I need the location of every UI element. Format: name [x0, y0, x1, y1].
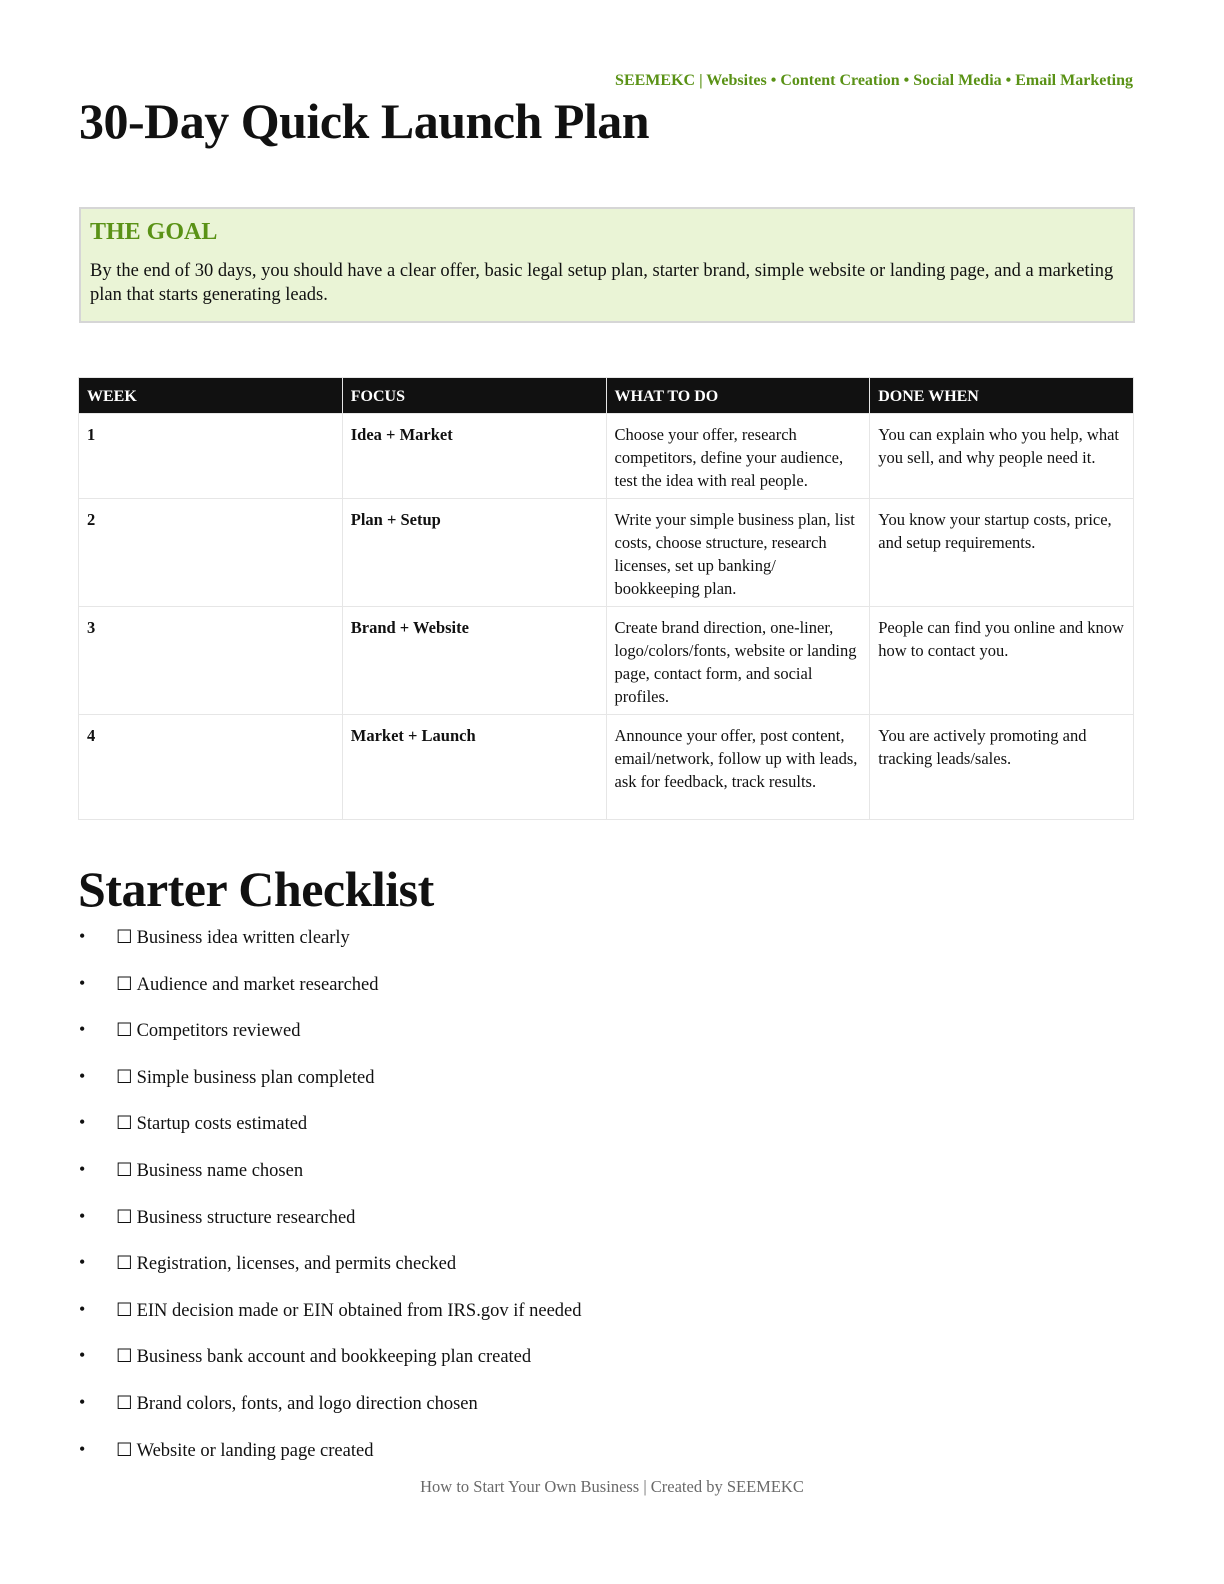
- checklist-item: [79, 1207, 582, 1254]
- what-cell: Announce your offer, post content, email/network, follow up with leads, ask for feedback, track results.: [606, 715, 870, 820]
- header-week: WEEK: [79, 378, 343, 414]
- goal-title: THE GOAL: [90, 219, 218, 245]
- done-cell: You can explain who you help, what you sell, and why people need it.: [870, 414, 1134, 499]
- checkbox-icon: ☐: [116, 1207, 133, 1228]
- checkbox-icon: ☐: [116, 1440, 133, 1461]
- checklist-item: [79, 927, 582, 974]
- checkbox-icon: ☐: [116, 974, 133, 995]
- checklist-item-label: Business name chosen: [136, 1160, 304, 1181]
- bullet-icon: •: [79, 1391, 86, 1412]
- checklist-item: [79, 1020, 582, 1067]
- table-row: [79, 414, 1134, 499]
- checkbox-icon: ☐: [116, 1021, 133, 1042]
- done-cell: You are actively promoting and tracking leads/sales.: [870, 715, 1134, 820]
- table-header-row: [79, 378, 1134, 414]
- checkbox-icon: ☐: [116, 1254, 133, 1275]
- bullet-icon: •: [79, 972, 86, 993]
- what-cell: Write your simple business plan, list costs, choose structure, research licenses, set up banking/ bookkeeping plan.: [606, 499, 870, 607]
- launch-plan-table: [78, 377, 1134, 820]
- checkbox-icon: ☐: [116, 1393, 133, 1414]
- checklist-item: [79, 1067, 582, 1114]
- checklist-item-label: Business bank account and bookkeeping plan created: [136, 1347, 532, 1368]
- week-cell: 2: [79, 499, 343, 607]
- bullet-icon: •: [79, 1298, 86, 1319]
- checklist-item-label: Audience and market researched: [136, 974, 379, 995]
- bullet-icon: •: [79, 1438, 86, 1459]
- focus-cell: Market + Launch: [342, 715, 606, 820]
- checklist-title: Starter Checklist: [78, 861, 434, 917]
- header-done-when: DONE WHEN: [870, 378, 1134, 414]
- bullet-icon: •: [79, 1252, 86, 1273]
- checklist-item: [79, 1113, 582, 1160]
- focus-cell: Idea + Market: [342, 414, 606, 499]
- checklist-item: [79, 974, 582, 1021]
- checkbox-icon: ☐: [116, 1160, 133, 1181]
- starter-checklist: [79, 927, 582, 1486]
- page-title: 30-Day Quick Launch Plan: [79, 93, 650, 149]
- bullet-icon: •: [79, 926, 86, 946]
- checklist-item-label: Competitors reviewed: [136, 1021, 301, 1042]
- bullet-icon: •: [79, 1205, 86, 1226]
- table-row: [79, 715, 1134, 820]
- done-cell: People can find you online and know how to contact you.: [870, 607, 1134, 715]
- done-cell: You know your startup costs, price, and setup requirements.: [870, 499, 1134, 607]
- checklist-item-label: Website or landing page created: [136, 1440, 374, 1461]
- goal-text: By the end of 30 days, you should have a clear offer, basic legal setup plan, starter brand, simple website or landing page, and a marketing plan that starts generating leads.: [90, 261, 1114, 305]
- checkbox-icon: ☐: [116, 1347, 133, 1368]
- what-cell: Choose your offer, research competitors, define your audience, test the idea with real people.: [606, 414, 870, 499]
- brand-tagline: SEEMEKC | Websites • Content Creation • Social Media • Email Marketing: [615, 72, 1133, 89]
- checklist-item: [79, 1160, 582, 1207]
- checkbox-icon: ☐: [116, 928, 133, 948]
- header-what-to-do: WHAT TO DO: [606, 378, 870, 414]
- checklist-item-label: Startup costs estimated: [136, 1114, 308, 1135]
- checklist-item-label: Brand colors, fonts, and logo direction chosen: [136, 1393, 478, 1414]
- bullet-icon: •: [79, 1065, 86, 1086]
- checklist-item: [79, 1253, 582, 1300]
- goal-box: [79, 207, 1135, 323]
- checkbox-icon: ☐: [116, 1300, 133, 1321]
- week-cell: 3: [79, 607, 343, 715]
- page-footer: How to Start Your Own Business | Created by SEEMEKC: [420, 1477, 804, 1496]
- checklist-item-label: Business structure researched: [136, 1207, 356, 1228]
- bullet-icon: •: [79, 1158, 86, 1179]
- checklist-item: [79, 1393, 582, 1440]
- checklist-item-label: EIN decision made or EIN obtained from IRS.gov if needed: [136, 1300, 582, 1321]
- week-cell: 4: [79, 715, 343, 820]
- focus-cell: Plan + Setup: [342, 499, 606, 607]
- table-row: [79, 499, 1134, 607]
- checkbox-icon: ☐: [116, 1114, 133, 1135]
- checkbox-icon: ☐: [116, 1067, 133, 1088]
- checklist-item-label: Business idea written clearly: [136, 928, 350, 948]
- checklist-item: [79, 1346, 582, 1393]
- bullet-icon: •: [79, 1345, 86, 1366]
- checklist-item-label: Simple business plan completed: [136, 1067, 375, 1088]
- focus-cell: Brand + Website: [342, 607, 606, 715]
- bullet-icon: •: [79, 1112, 86, 1133]
- week-cell: 1: [79, 414, 343, 499]
- checklist-item-label: Registration, licenses, and permits checked: [136, 1254, 457, 1275]
- header-focus: FOCUS: [342, 378, 606, 414]
- bullet-icon: •: [79, 1019, 86, 1040]
- table-row: [79, 607, 1134, 715]
- checklist-item: [79, 1300, 582, 1347]
- what-cell: Create brand direction, one-liner, logo/colors/fonts, website or landing page, contact form, and social profiles.: [606, 607, 870, 715]
